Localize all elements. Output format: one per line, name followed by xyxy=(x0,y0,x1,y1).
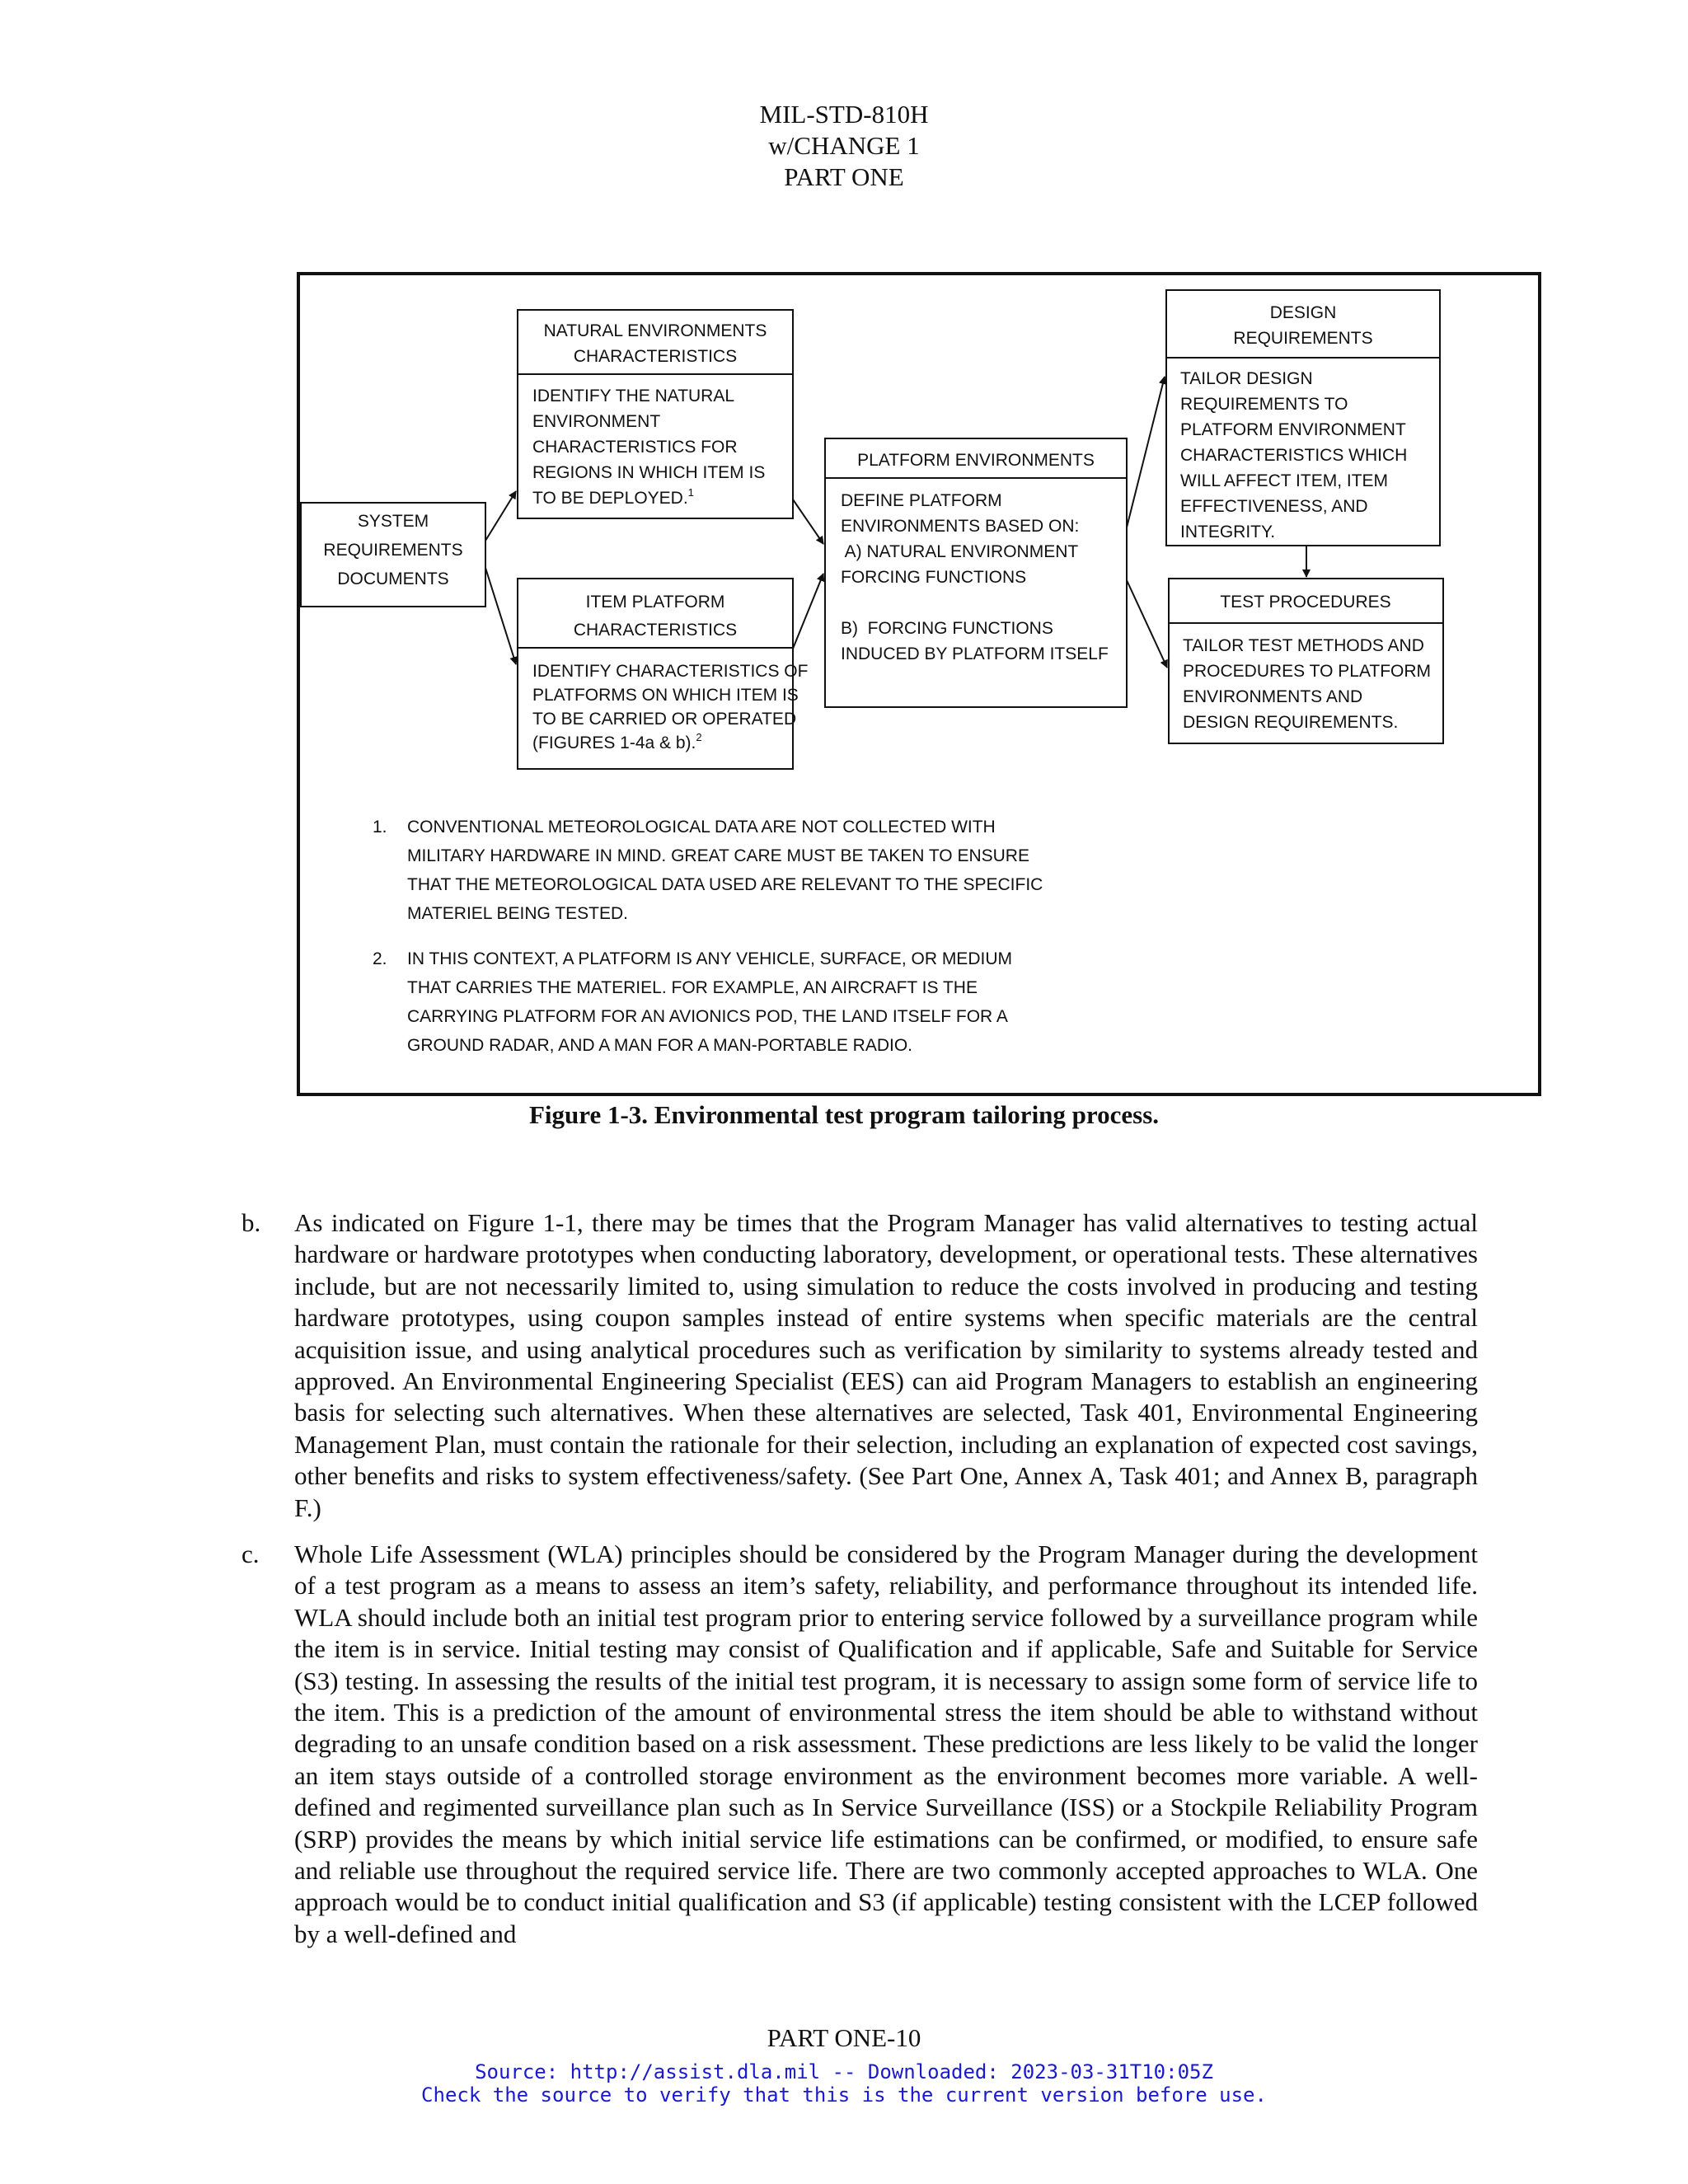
design-body: TAILOR DESIGN xyxy=(1180,369,1313,388)
note-2-line: IN THIS CONTEXT, A PLATFORM IS ANY VEHICLE, SURFACE, OR MEDIUM xyxy=(407,949,1012,968)
natural-body xyxy=(532,486,694,508)
platform-env-body: B) FORCING FUNCTIONS xyxy=(841,619,1053,638)
design-body: EFFECTIVENESS, AND xyxy=(1180,497,1368,516)
system-line: REQUIREMENTS xyxy=(323,541,463,560)
item-platform-title: CHARACTERISTICS xyxy=(573,621,738,640)
arrow-system-to-platform xyxy=(485,568,516,664)
natural-title: CHARACTERISTICS xyxy=(573,347,738,366)
arrow-env-to-design xyxy=(1127,377,1165,527)
source-line: Source: http://assist.dla.mil -- Downloaded: 2023-03-31T10:05Z xyxy=(475,2060,1213,2083)
test-body: TAILOR TEST METHODS AND xyxy=(1183,636,1424,655)
natural-body-last: TO BE DEPLOYED. xyxy=(532,489,688,508)
note-2-line: CARRYING PLATFORM FOR AN AVIONICS POD, THE LAND ITSELF FOR A xyxy=(407,1007,1008,1026)
natural-title: NATURAL ENVIRONMENTS xyxy=(543,321,767,340)
natural-body: CHARACTERISTICS FOR xyxy=(532,438,738,457)
item-platform-title: ITEM PLATFORM xyxy=(585,593,725,612)
arrow-env-to-test xyxy=(1127,580,1167,668)
platform-env-body: A) NATURAL ENVIRONMENT xyxy=(841,542,1079,561)
figure-frame xyxy=(297,272,1541,1096)
design-body: PLATFORM ENVIRONMENT xyxy=(1180,420,1406,439)
platform-env-title: PLATFORM ENVIRONMENTS xyxy=(857,451,1095,470)
natural-body: IDENTIFY THE NATURAL xyxy=(532,387,735,405)
part-label: PART ONE xyxy=(784,162,904,191)
arrow-system-to-natural xyxy=(485,491,516,541)
note-2-line: GROUND RADAR, AND A MAN FOR A MAN-PORTABLE RADIO. xyxy=(407,1036,912,1055)
arrow-platform-to-env xyxy=(793,574,823,649)
test-title: TEST PROCEDURES xyxy=(1220,593,1391,612)
design-body: REQUIREMENTS TO xyxy=(1180,395,1348,414)
item-platform-body: PLATFORMS ON WHICH ITEM IS xyxy=(532,686,799,705)
design-body: WILL AFFECT ITEM, ITEM xyxy=(1180,471,1389,490)
platform-env-body: FORCING FUNCTIONS xyxy=(841,568,1027,587)
platform-env-body: INDUCED BY PLATFORM ITSELF xyxy=(841,644,1109,663)
figure-diagram xyxy=(300,275,1538,1093)
footnote-ref-1: 1 xyxy=(687,486,694,499)
paragraph-c xyxy=(241,1539,1478,1950)
item-platform-body-last: (FIGURES 1-4a & b). xyxy=(532,733,696,752)
paragraph-c-text: Whole Life Assessment (WLA) principles should be considered by the Program Manager during the development of a test program as a means to assess an item’s safety, reliability, and performance throughout its intended life. WLA should include both an initial test program prior to entering service followed by a surveillance program while the item is in service. Initial testing may consist of Qualification and if applicable, Safe and Suitable for Service (S3) testing. In assessing the results of the initial test program, it is necessary to assign some form of service life to the item. This is a prediction of the amount of environmental stress the item should be able to withstand without degrading to an unsafe condition based on a risk assessment. These predictions are less likely to be valid the longer an item stays outside of a controlled storage environment as the environment becomes more variable. A well-defined and regimented surveillance plan such as In Service Surveillance (ISS) or a Stockpile Reliability Program (SRP) provides the means by which initial service life estimations can be confirmed, or modified, to ensure safe and reliable use throughout the required service life. There are two commonly accepted approaches to WLA. One approach would be to conduct initial qualification and S3 (if applicable) testing consistent with the LCEP followed by a well-defined and xyxy=(294,1540,1478,1948)
item-platform-body xyxy=(532,731,702,752)
item-platform-body: IDENTIFY CHARACTERISTICS OF xyxy=(532,662,809,681)
system-line: SYSTEM xyxy=(357,512,429,531)
test-body: PROCEDURES TO PLATFORM xyxy=(1183,662,1432,681)
note-2-line: THAT CARRIES THE MATERIEL. FOR EXAMPLE, AN AIRCRAFT IS THE xyxy=(407,978,978,997)
design-body: CHARACTERISTICS WHICH xyxy=(1180,446,1408,465)
footnote-ref-2: 2 xyxy=(696,731,702,743)
paragraph-b-label: b. xyxy=(241,1208,261,1237)
natural-body: ENVIRONMENT xyxy=(532,412,661,431)
platform-env-body: DEFINE PLATFORM xyxy=(841,491,1002,510)
arrow-natural-to-env xyxy=(793,499,823,544)
test-body: ENVIRONMENTS AND xyxy=(1183,687,1363,706)
platform-env-body: ENVIRONMENTS BASED ON: xyxy=(841,517,1080,536)
natural-body: REGIONS IN WHICH ITEM IS xyxy=(532,463,766,482)
note-1-line: THAT THE METEOROLOGICAL DATA USED ARE RELEVANT TO THE SPECIFIC xyxy=(407,875,1043,894)
figure-caption: Figure 1-3. Environmental test program tailoring process. xyxy=(528,1100,1160,1129)
page-number: PART ONE-10 xyxy=(767,2023,921,2052)
note-1-line: CONVENTIONAL METEOROLOGICAL DATA ARE NOT COLLECTED WITH xyxy=(407,818,996,837)
note-1-number: 1. xyxy=(373,818,387,837)
verify-line: Check the source to verify that this is the current version before use. xyxy=(421,2083,1267,2107)
design-title: REQUIREMENTS xyxy=(1233,329,1373,348)
change-number: w/CHANGE 1 xyxy=(768,131,920,160)
item-platform-body: TO BE CARRIED OR OPERATED xyxy=(532,710,797,729)
system-line: DOCUMENTS xyxy=(337,569,449,588)
design-title: DESIGN xyxy=(1269,303,1337,322)
design-body: INTEGRITY. xyxy=(1180,523,1276,541)
paragraph-b xyxy=(241,1207,1478,1524)
note-2-number: 2. xyxy=(373,949,387,968)
doc-id: MIL-STD-810H xyxy=(759,100,929,129)
note-1-line: MATERIEL BEING TESTED. xyxy=(407,904,628,923)
paragraph-c-label: c. xyxy=(241,1540,260,1568)
test-body: DESIGN REQUIREMENTS. xyxy=(1183,713,1399,732)
note-1-line: MILITARY HARDWARE IN MIND. GREAT CARE MUST BE TAKEN TO ENSURE xyxy=(407,846,1029,865)
paragraph-b-text: As indicated on Figure 1-1, there may be times that the Program Manager has valid alternatives to testing actual hardware or hardware prototypes when conducting laboratory, development, or operational tests. These alternatives include, but are not necessarily limited to, using simulation to reduce the costs involved in producing and testing hardware prototypes, using coupon samples instead of entire systems when specific materials are the central acquisition issue, and using analytical procedures such as verification by similarity to systems already tested and approved. An Environmental Engineering Specialist (EES) can aid Program Managers to establish an engineering basis for selecting such alternatives. When these alternatives are selected, Task 401, Environmental Engineering Management Plan, must contain the rationale for their selection, including an explanation of expected cost savings, other benefits and risks to system effectiveness/safety. (See Part One, Annex A, Task 401; and Annex B, paragraph F.) xyxy=(294,1208,1478,1522)
